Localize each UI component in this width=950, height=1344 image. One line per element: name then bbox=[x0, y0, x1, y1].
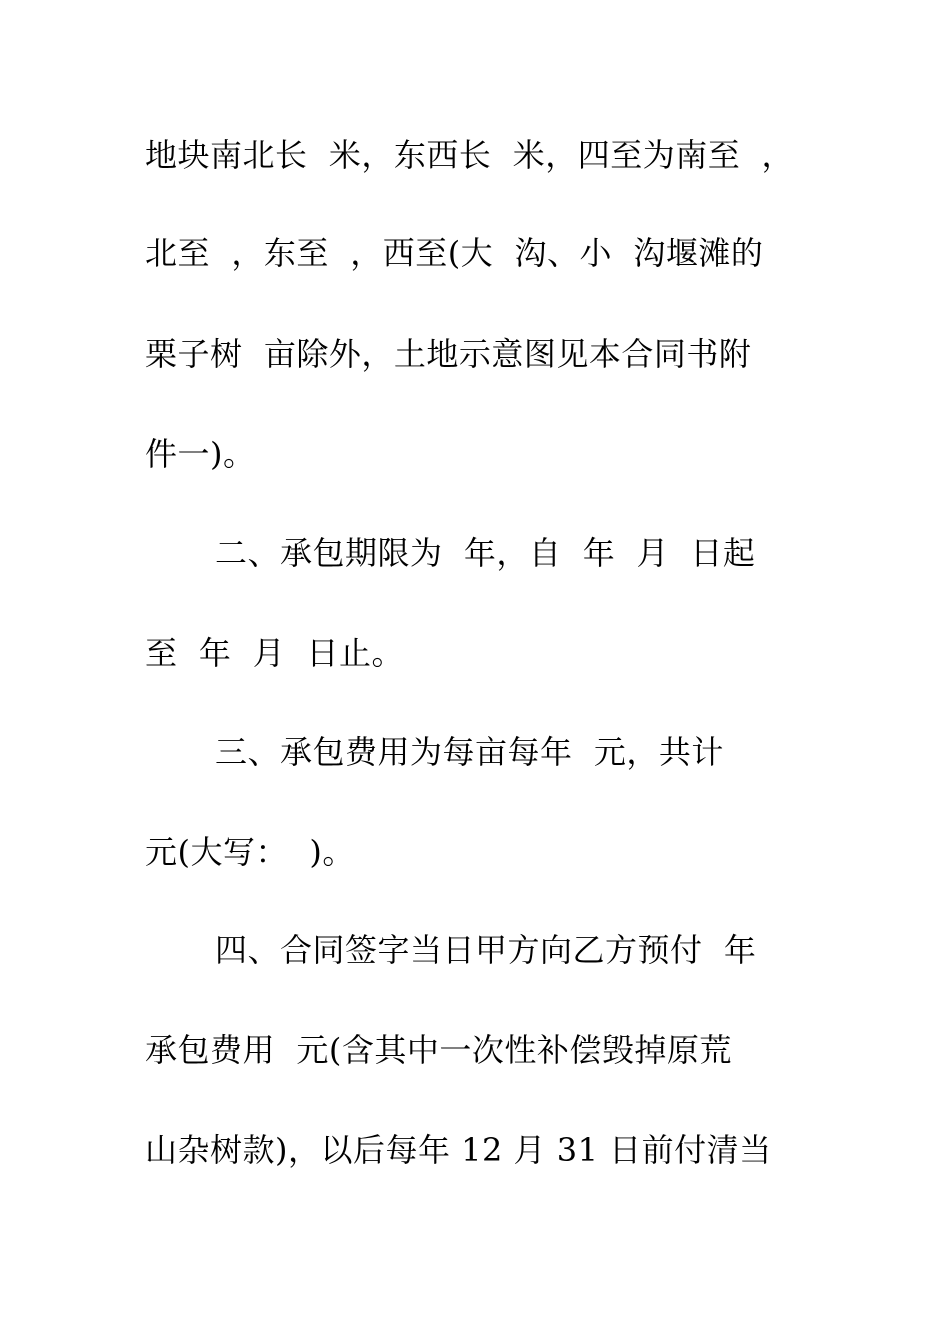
paragraph-start-line: 三、承包费用为每亩每年 元，共计 bbox=[215, 733, 724, 771]
text-line: 至 年 月 日止。 bbox=[145, 634, 405, 672]
text-line: 地块南北长 米，东西长 米，四至为南至 ， bbox=[145, 136, 795, 174]
text-line: 件一)。 bbox=[145, 435, 256, 473]
text-line: 山杂树款)，以后每年 12 月 31 日前付清当 bbox=[145, 1131, 772, 1169]
text-line: 北至 ，东至 ，西至(大 沟、小 沟堰滩的 bbox=[145, 234, 764, 272]
text-line: 承包费用 元(含其中一次性补偿毁掉原荒 bbox=[145, 1031, 732, 1069]
text-line: 元(大写： )。 bbox=[145, 833, 355, 871]
paragraph-start-line: 二、承包期限为 年，自 年 月 日起 bbox=[215, 534, 756, 572]
paragraph-start-line: 四、合同签字当日甲方向乙方预付 年 bbox=[215, 931, 757, 969]
text-line: 栗子树 亩除外，土地示意图见本合同书附 bbox=[145, 335, 752, 373]
